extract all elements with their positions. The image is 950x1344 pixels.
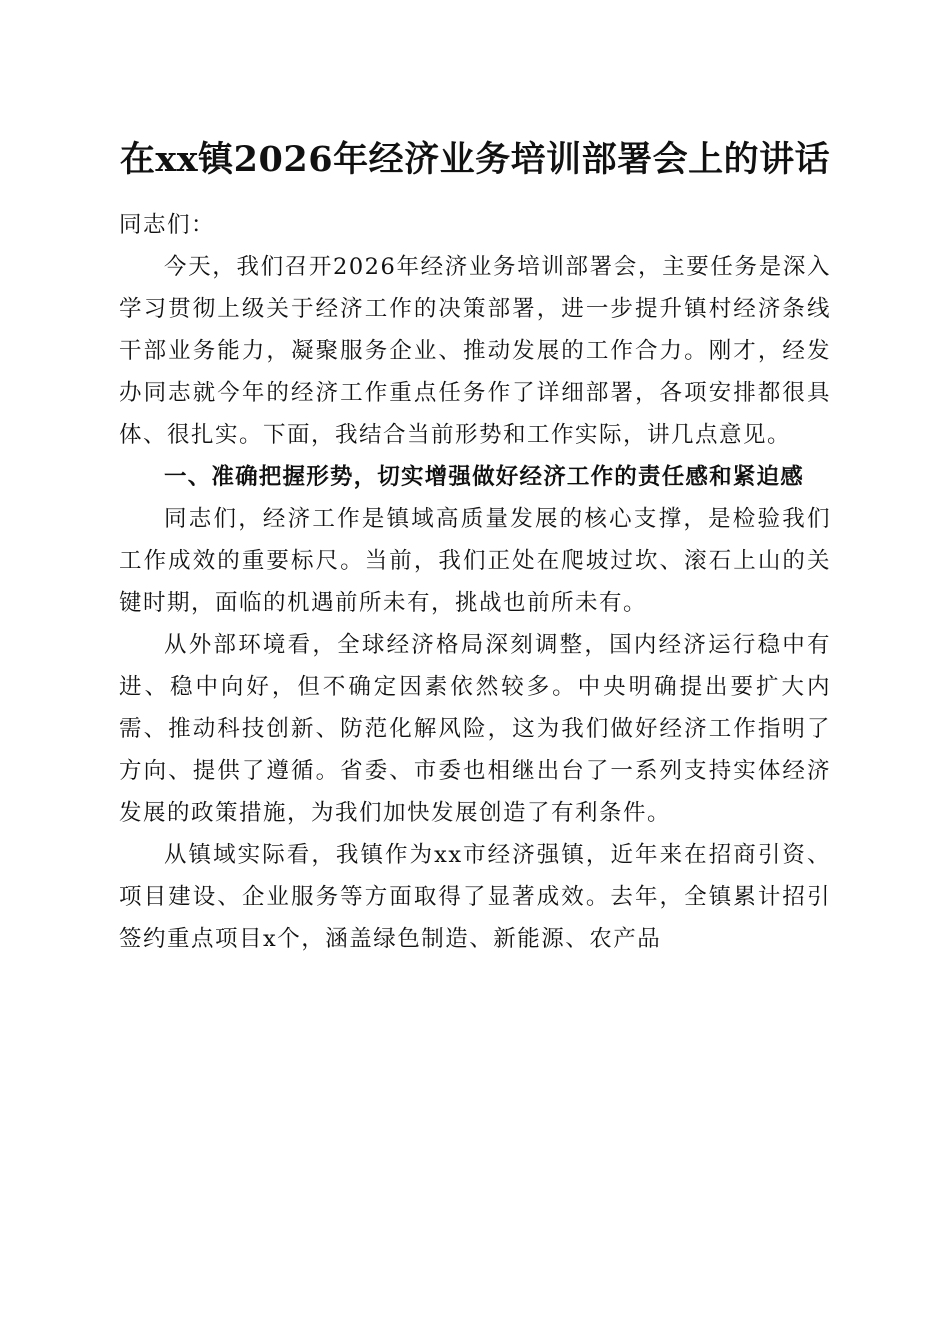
document-body (119, 204, 831, 960)
section1-paragraph-1: 同志们，经济工作是镇域高质量发展的核心支撑，是检验我们工作成效的重要标尺。当前，我们正处在爬坡过坎、滚石上山的关键时期，面临的机遇前所未有，挑战也前所未有。 (119, 506, 831, 616)
section1-paragraph-2: 从外部环境看，全球经济格局深刻调整，国内经济运行稳中有进、稳中向好，但不确定因素依然较多。中央明确提出要扩大内需、推动科技创新、防范化解风险，这为我们做好经济工作指明了方向、提供了遵循。省委、市委也相继出台了一系列支持实体经济发展的政策措施，为我们加快发展创造了有利条件。 (119, 632, 831, 826)
document-title: 在xx镇2026年经济业务培训部署会上的讲话 (119, 139, 831, 180)
section1-paragraph-3: 从镇域实际看，我镇作为xx市经济强镇，近年来在招商引资、项目建设、企业服务等方面取得了显著成效。去年，全镇累计招引签约重点项目x个，涵盖绿色制造、新能源、农产品 (119, 842, 831, 952)
section-heading-1: 一、准确把握形势，切实增强做好经济工作的责任感和紧迫感 (164, 464, 804, 490)
salutation: 同志们： (119, 212, 216, 238)
opening-paragraph: 今天，我们召开2026年经济业务培训部署会，主要任务是深入学习贯彻上级关于经济工作的决策部署，进一步提升镇村经济条线干部业务能力，凝聚服务企业、推动发展的工作合力。刚才，经发办同志就今年的经济工作重点任务作了详细部署，各项安排都很具体、很扎实。下面，我结合当前形势和工作实际，讲几点意见。 (119, 254, 831, 448)
